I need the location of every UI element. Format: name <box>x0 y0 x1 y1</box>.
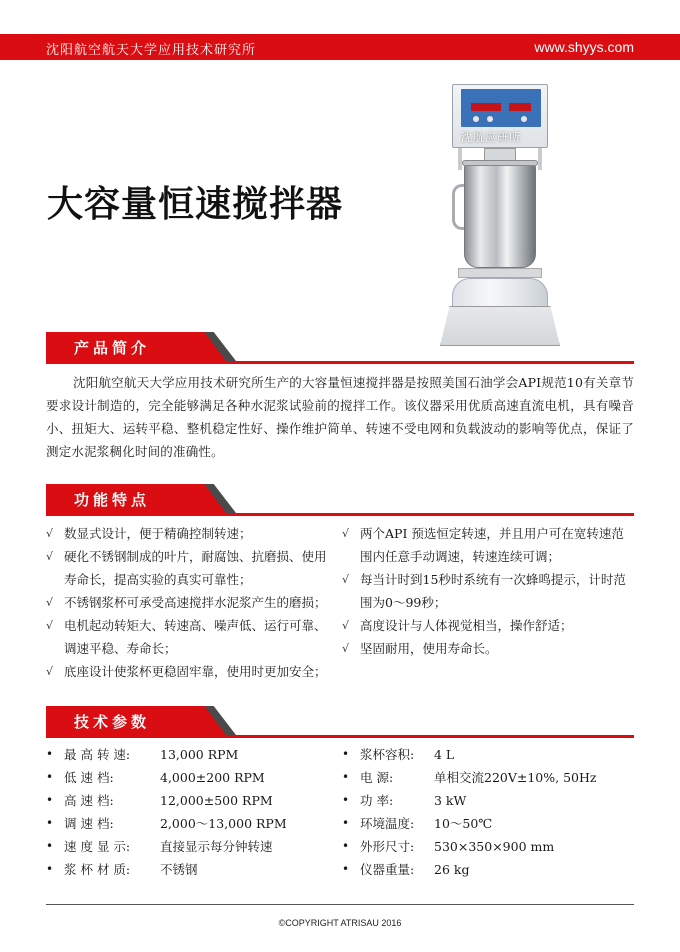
product-image-watermark: 沈航应研所 <box>461 131 521 144</box>
spec-row: • 环境温度: 10～50℃ <box>342 812 634 835</box>
spec-key: 浆杯容积: <box>360 747 415 762</box>
spec-row: • 低 速 档: 4,000±200 RPM <box>46 766 336 789</box>
control-box <box>452 84 548 148</box>
section-heading-intro <box>46 332 634 364</box>
footer-divider <box>46 904 634 905</box>
feature-item: √ 数显式设计，便于精确控制转速； <box>46 526 252 541</box>
feature-item: √ 不锈钢浆杯可承受高速搅拌水泥浆产生的磨损； <box>46 595 327 610</box>
spec-value: 10～50℃ <box>434 816 493 831</box>
spec-value: 530×350×900 mm <box>434 839 555 854</box>
feature-item: √ 每当计时到15秒时系统有一次蜂鸣提示，计时范围为0～99秒； <box>342 572 626 610</box>
section-heading-features <box>46 484 634 516</box>
spec-row: • 高 速 档: 12,000±500 RPM <box>46 789 336 812</box>
specs-heading-label: 技术参数 <box>74 713 151 731</box>
spec-row: • 外形尺寸: 530×350×900 mm <box>342 835 634 858</box>
product-photo <box>440 84 560 346</box>
feature-item: √ 高度设计与人体视觉相当，操作舒适； <box>342 618 573 633</box>
steel-jar <box>464 162 536 268</box>
jar-rim <box>462 160 538 166</box>
spec-key: 速 度 显 示: <box>64 839 131 854</box>
spec-value: 4 L <box>434 747 455 762</box>
spec-key: 仪器重量: <box>360 862 415 877</box>
spec-row: • 调 速 档: 2,000～13,000 RPM <box>46 812 336 835</box>
spec-key: 高 速 档: <box>64 793 114 808</box>
intro-paragraph: 沈阳航空航天大学应用技术研究所生产的大容量恒速搅拌器是按照美国石油学会API规范10有关章节要求设计制造的，完全能够满足各种水泥浆试验前的搅拌工作。该仪器采用优质高速直流电机，具有噪音小、扭矩大、运转平稳、整机稳定性好、操作维护简单、转速不受电网和负载波动的影响等优点，保证了测定水泥浆稠化时间的准确性。 <box>46 375 634 459</box>
base-collar <box>458 268 542 278</box>
feature-item: √ 坚固耐用，使用寿命长。 <box>342 641 498 656</box>
spec-key: 浆 杯 材 质: <box>64 862 131 877</box>
feature-item: √ 两个API 预选恒定转速，并且用户可在宽转速范围内任意手动调速，转速连续可调； <box>342 526 624 564</box>
spec-value: 26 kg <box>434 862 470 877</box>
section-heading-specs <box>46 706 634 738</box>
specs-list-left <box>46 743 336 881</box>
copyright-notice: ©COPYRIGHT ATRISAU 2016 <box>278 918 402 928</box>
spec-value: 单相交流220V±10%, 50Hz <box>434 770 597 785</box>
features-heading-label: 功能特点 <box>74 491 151 509</box>
spec-key: 调 速 档: <box>64 816 114 831</box>
spec-key: 外形尺寸: <box>360 839 415 854</box>
spec-key: 最 高 转 速: <box>64 747 131 762</box>
spec-row: • 最 高 转 速: 13,000 RPM <box>46 743 336 766</box>
spec-row: • 浆 杯 材 质: 不锈钢 <box>46 858 336 881</box>
top-banner <box>0 34 680 60</box>
spec-value: 直接显示每分钟转速 <box>160 839 273 854</box>
organization-name: 沈阳航空航天大学应用技术研究所 <box>46 43 257 58</box>
intro-heading-label: 产品简介 <box>74 339 151 357</box>
feature-item: √ 电机起动转矩大、转速高、噪声低、运行可靠、调速平稳、寿命长； <box>46 618 327 656</box>
spec-value: 不锈钢 <box>160 862 198 877</box>
website-link[interactable]: www.shyys.com <box>534 39 634 55</box>
spec-row: • 仪器重量: 26 kg <box>342 858 634 881</box>
spec-row: • 功 率: 3 kW <box>342 789 634 812</box>
spec-value: 13,000 RPM <box>160 747 239 762</box>
spec-row: • 浆杯容积: 4 L <box>342 743 634 766</box>
product-title: 大容量恒速搅拌器 <box>47 184 344 225</box>
spec-key: 功 率: <box>360 793 394 808</box>
feature-item: √ 底座设计使浆杯更稳固牢靠，使用时更加安全； <box>46 664 327 679</box>
feature-item: √ 硬化不锈钢制成的叶片，耐腐蚀、抗磨损、使用寿命长，提高实验的真实可靠性； <box>46 549 327 587</box>
features-list-left <box>46 522 328 683</box>
features-list-right <box>342 522 634 660</box>
specs-list-right <box>342 743 634 881</box>
spec-value: 2,000～13,000 RPM <box>160 816 287 831</box>
spec-value: 4,000±200 RPM <box>160 770 265 785</box>
spec-key: 低 速 档: <box>64 770 114 785</box>
spec-row: • 速 度 显 示: 直接显示每分钟转速 <box>46 835 336 858</box>
control-panel <box>461 89 541 127</box>
spec-row: • 电 源: 单相交流220V±10%, 50Hz <box>342 766 634 789</box>
spec-value: 3 kW <box>434 793 467 808</box>
spec-value: 12,000±500 RPM <box>160 793 273 808</box>
spec-key: 电 源: <box>360 770 394 785</box>
spec-key: 环境温度: <box>360 816 415 831</box>
